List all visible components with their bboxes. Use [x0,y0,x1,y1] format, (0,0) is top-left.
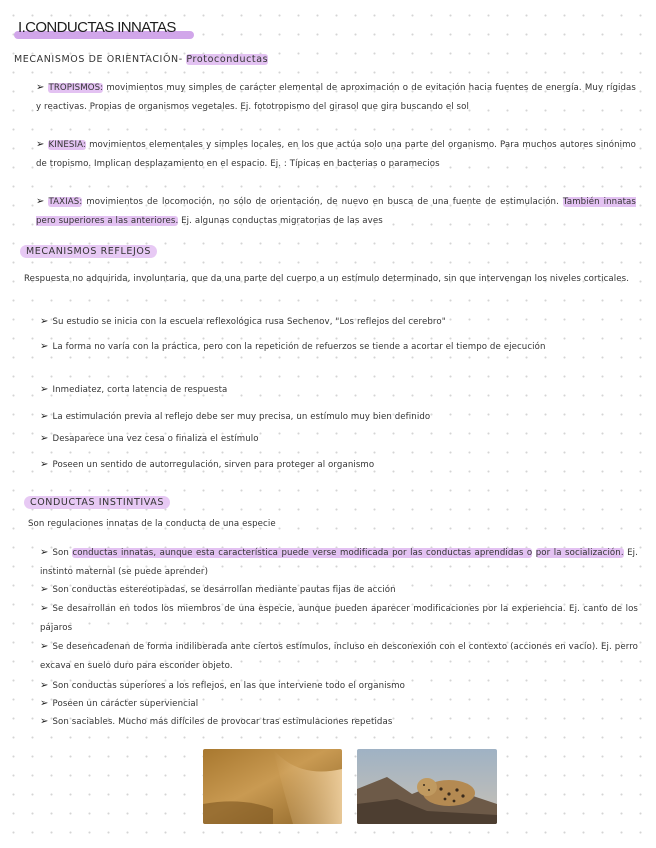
item-text: Desaparece una vez cesa o finaliza el estímulo [52,434,259,444]
arrow-icon: ➢ [40,411,49,422]
item-text: Su estudio se inicia con la escuela reflexológica rusa Sechenov, "Los reflejos del cerebro" [52,317,446,327]
arrow-icon: ➢ [40,716,49,727]
reflejos-intro: Respuesta no adquirida, involuntaria, que da una parte del cuerpo a un estímulo determinado, sin que intervengan los niveles corticales. [24,274,630,284]
item-text: Son [52,548,73,558]
arrow-icon: ➢ [40,641,49,652]
item-text: Son saciables. Mucho más difíciles de provocar tras estimulaciones repetidas [52,717,393,727]
item-tail: Ej. algunas conductas migratorias de las aves [178,215,383,226]
item-text: La estimulación previa al reflejo debe ser muy precisa, un estímulo muy bien definido [52,412,431,422]
list-item [40,695,638,714]
item-text: movimientos muy simples de carácter elemental de aproximación o de evitación hacia fuentes de energía. Muy rígidas y reactivas. Propias de organismos vegetales. Ej. fototropismo del girasol que gira buscando el sol [36,83,636,112]
item-highlight: También innatas pero superiores a las anteriores. [36,197,636,226]
list-item [40,338,636,357]
photo-leopard [357,749,497,824]
item-text: Inmediatez, corta latencia de respuesta [52,385,228,395]
list-item [40,313,636,332]
item-text: Se desencadenan de forma indiliberada ante ciertos estímulos, incluso en desconexión con el contexto (acciones en vacío). Ej. perro excava en suelo duro para esconder objeto. [40,642,638,671]
arrow-icon: ➢ [40,584,49,595]
arrow-icon: ➢ [40,433,49,444]
term-kinesia: KINESIA: [48,140,86,150]
arrow-icon: ➢ [40,603,49,614]
item-text: Son conductas superiores a los reflejos, en las que interviene todo el organismo [52,681,406,691]
arrow-icon: ➢ [40,384,49,395]
list-item [40,677,638,696]
item-tail: Ej. instinto maternal (se puede aprender) [40,548,639,577]
list-item [40,408,636,427]
section-heading-orientacion [14,53,268,67]
list-item [40,456,636,475]
item-highlight: conductas innatas, aunque esta característica puede verse modificada por las conductas aprendidas o [72,548,533,558]
list-item-innatas [40,544,638,581]
item-text: Se desarrollan en todos los miembros de una especie, aunque pueden aparecer modificaciones por la experiencia. Ej. canto de los pájaros [40,604,638,633]
list-item [40,381,636,400]
list-item [40,430,636,449]
list-item [40,713,638,732]
arrow-icon: ➢ [36,82,45,93]
term-taxias: TAXIAS: [48,197,83,207]
item-text: Poseen un carácter superviencial [52,699,199,709]
arrow-icon: ➢ [40,459,49,470]
instintivas-intro: Son regulaciones innatas de la conducta de una especie [28,519,276,529]
list-item-tropismos [36,79,636,116]
item-text: movimientos de locomoción, no sólo de orientación, de nuevo en busca de una fuente de estimulación. [82,197,563,207]
arrow-icon: ➢ [36,196,45,207]
list-item [40,600,638,637]
page-title: I.CONDUCTAS INNATAS [14,17,194,39]
item-text: Poseen un sentido de autorregulación, sirven para proteger al organismo [52,460,375,470]
arrow-icon: ➢ [40,547,49,558]
arrow-icon: ➢ [40,680,49,691]
arrow-icon: ➢ [40,341,49,352]
list-item [40,581,638,600]
heading-text: MECANISMOS REFLEJOS [20,245,157,258]
arrow-icon: ➢ [40,698,49,709]
list-item-kinesia [36,136,636,173]
item-text: Son conductas estereotipadas, se desarrollan mediante pautas fijas de acción [52,585,396,595]
list-item [40,638,638,675]
heading-text: MECANISMOS DE ORIENTACIÓN- [14,54,187,65]
arrow-icon: ➢ [36,139,45,150]
photo-leopard-art [357,749,497,824]
arrow-icon: ➢ [40,316,49,327]
photo-warm-abstract-art [203,749,342,824]
section-heading-reflejos [20,245,157,259]
term-tropismos: TROPISMOS: [48,83,104,93]
list-item-taxias [36,193,636,230]
item-highlight: por la socialización. [535,548,624,558]
photo-warm-abstract [203,749,342,824]
heading-text: CONDUCTAS INSTINTIVAS [24,496,170,509]
item-text: movimientos elementales y simples locales, en los que actúa solo una parte del organismo. Para muchos autores sinónimo de tropismo. Implican desplazamiento en el espacio. Ej. : Típicas en bacterias o paramecios [36,140,636,169]
heading-highlight: Protoconductas [186,54,269,65]
item-text: La forma no varía con la práctica, pero con la repetición de refuerzos se tiende a acortar el tiempo de ejecución [52,342,546,352]
section-heading-instintivas [24,496,170,510]
